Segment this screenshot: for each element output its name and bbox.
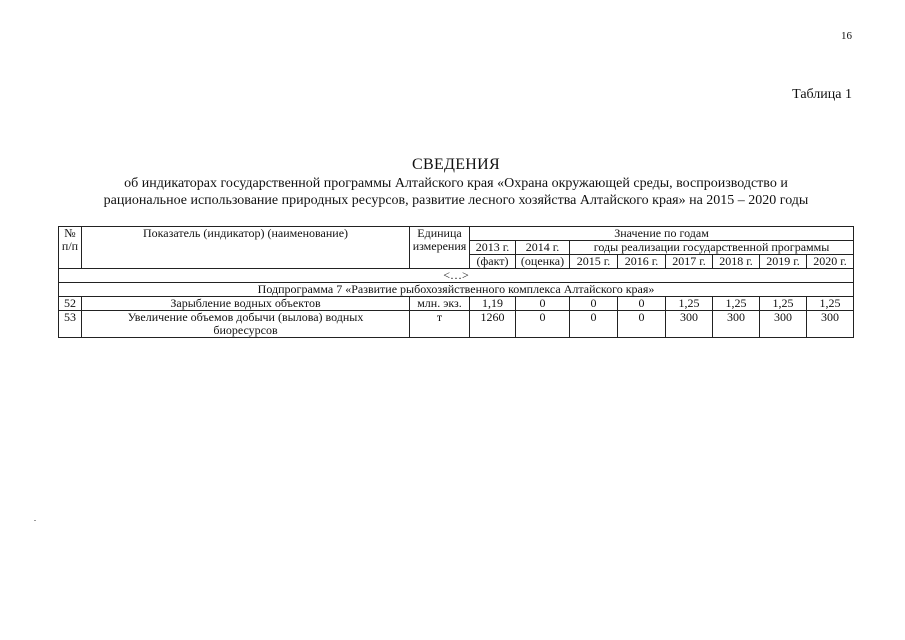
header-num (59, 227, 82, 269)
header-values-by-year: Значение по годам (470, 227, 854, 241)
row-value-2015: 0 (570, 311, 618, 338)
ellipsis-row (59, 269, 854, 283)
header-year-2016: 2016 г. (618, 255, 666, 269)
row-value-2018: 1,25 (713, 297, 760, 311)
row-value-2017: 300 (666, 311, 713, 338)
ellipsis-cell: <…> (59, 269, 854, 283)
row-value-2014: 0 (516, 311, 570, 338)
header-year-2020: 2020 г. (807, 255, 854, 269)
row-value-2017: 1,25 (666, 297, 713, 311)
header-year-2017: 2017 г. (666, 255, 713, 269)
header-2014: 2014 г. (516, 241, 570, 255)
page-number: 16 (841, 30, 852, 42)
subtitle-line-2: рациональное использование природных ресурсов, развитие лесного хозяйства Алтайского края» на 2015 – 2020 годы (103, 193, 809, 208)
row-value-2020: 1,25 (807, 297, 854, 311)
indicators-table (58, 226, 854, 338)
row-value-2018: 300 (713, 311, 760, 338)
subtitle-line-1: об индикаторах государственной программы Алтайского края «Охрана окружающей среды, воспроизводство и (124, 176, 788, 191)
row-value-2016: 0 (618, 311, 666, 338)
row-value-2020: 300 (807, 311, 854, 338)
header-year-2019: 2019 г. (760, 255, 807, 269)
document-title: СВЕДЕНИЯ (412, 156, 500, 173)
header-year-2015: 2015 г. (570, 255, 618, 269)
header-2013-note: (факт) (470, 255, 516, 269)
header-unit-line1: Единица (417, 226, 462, 240)
header-2014-note: (оценка) (516, 255, 570, 269)
table-row (59, 297, 854, 311)
row-indicator (82, 311, 410, 338)
scan-speck (34, 520, 36, 521)
row-value-2019: 1,25 (760, 297, 807, 311)
row-indicator-line1: Увеличение объемов добычи (вылова) водных (127, 310, 364, 324)
row-indicator-line2: биоресурсов (213, 323, 278, 337)
row-unit: т (410, 311, 470, 338)
table-row (59, 311, 854, 338)
header-unit (410, 227, 470, 269)
subprogram-title: Подпрограмма 7 «Развитие рыбохозяйственного комплекса Алтайского края» (59, 283, 854, 297)
header-row-1 (59, 227, 854, 241)
row-value-2013: 1,19 (470, 297, 516, 311)
row-value-2013: 1260 (470, 311, 516, 338)
subprogram-row (59, 283, 854, 297)
row-num: 53 (59, 311, 82, 338)
header-unit-line2: измерения (412, 239, 467, 253)
document-subtitle (50, 175, 862, 209)
row-value-2015: 0 (570, 297, 618, 311)
header-2013: 2013 г. (470, 241, 516, 255)
row-indicator: Зарыбление водных объектов (82, 297, 410, 311)
row-value-2016: 0 (618, 297, 666, 311)
table-label: Таблица 1 (792, 87, 852, 102)
row-num: 52 (59, 297, 82, 311)
row-value-2014: 0 (516, 297, 570, 311)
row-value-2019: 300 (760, 311, 807, 338)
header-indicator: Показатель (индикатор) (наименование) (82, 227, 410, 269)
header-num-line2: п/п (61, 239, 79, 253)
row-unit: млн. экз. (410, 297, 470, 311)
header-program-years: годы реализации государственной программы (570, 241, 854, 255)
header-num-line1: № (64, 226, 76, 240)
header-year-2018: 2018 г. (713, 255, 760, 269)
